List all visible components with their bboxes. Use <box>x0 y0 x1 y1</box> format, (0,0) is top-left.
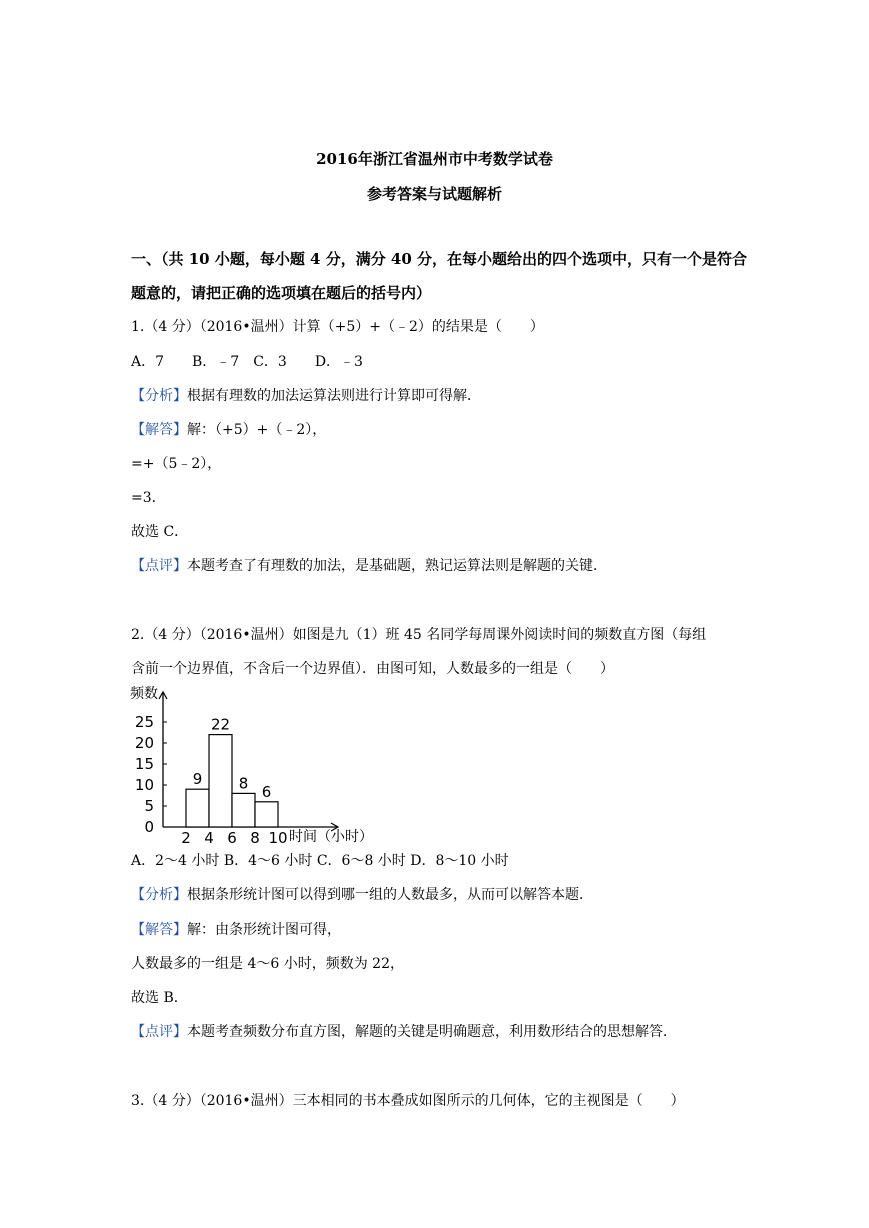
review-text: 本题考查频数分布直方图，解题的关键是明确题意，利用数形结合的思想解答． <box>187 1024 677 1040</box>
y-tick-label: 25 <box>134 713 154 731</box>
x-tick-label: 10 <box>268 829 288 846</box>
analysis-text: 根据条形统计图可以得到哪一组的人数最多，从而可以解答本题． <box>187 887 593 903</box>
y-axis-label: 频数 <box>130 686 158 702</box>
analysis-text: 根据有理数的加法运算法则进行计算即可得解． <box>187 388 481 404</box>
q1-options: A．7 B．﹣7 C．3 D．﹣3 <box>131 354 363 370</box>
x-axis-label: 时间（小时） <box>289 829 373 845</box>
y-tick-label: 5 <box>144 797 154 815</box>
review-tag: 【点评】 <box>131 1024 187 1040</box>
q2-review <box>131 1023 677 1041</box>
q2-answer <box>131 921 341 939</box>
section-header-line2: 题意的，请把正确的选项填在题后的括号内） <box>131 284 432 302</box>
q1-choice: 故选 C． <box>131 524 189 540</box>
section-header-line1: 一、（共 10 小题，每小题 4 分，满分 40 分，在每小题给出的四个选项中，只有一个是符合 <box>131 250 748 268</box>
histogram-bar <box>232 793 255 827</box>
q2-answer-step2: 人数最多的一组是 4～6 小时，频数为 22， <box>131 956 404 972</box>
q2-options: A．2～4 小时 B．4～6 小时 C．6～8 小时 D．8～10 小时 <box>131 853 509 869</box>
q2-stem-line1: 2.（4 分）（2016•温州）如图是九（1）班 45 名同学每周课外阅读时间的频数直方图（每组 <box>131 627 707 643</box>
analysis-tag: 【分析】 <box>131 388 187 404</box>
bar-data-label: 22 <box>210 715 231 734</box>
y-tick-label: 15 <box>134 755 154 773</box>
q1-analysis <box>131 387 481 405</box>
answer-text: 解：（+5）+（﹣2）， <box>187 422 327 438</box>
x-tick-label: 8 <box>250 829 260 846</box>
bar-data-label: 8 <box>238 774 249 793</box>
x-tick-label: 6 <box>227 829 237 846</box>
doc-subtitle: 参考答案与试题解析 <box>366 185 502 203</box>
q1-answer-step2: =+（5﹣2）， <box>131 456 222 472</box>
q1-stem: 1.（4 分）（2016•温州）计算（+5）+（﹣2）的结果是（ ） <box>131 319 544 335</box>
answer-text: 解：由条形统计图可得， <box>187 922 341 938</box>
q1-answer <box>131 421 326 439</box>
y-tick-label: 10 <box>134 776 154 794</box>
q2-analysis <box>131 886 593 904</box>
q1-answer-step3: =3． <box>131 490 166 506</box>
q3-stem: 3.（4 分）（2016•温州）三本相同的书本叠成如图所示的几何体，它的主视图是（ ） <box>131 1093 685 1109</box>
review-text: 本题考查了有理数的加法，是基础题，熟记运算法则是解题的关键． <box>187 558 607 574</box>
histogram-chart <box>128 686 388 846</box>
histogram-bar <box>186 789 209 827</box>
histogram-bar <box>255 802 278 827</box>
bar-data-label: 9 <box>192 770 203 789</box>
analysis-tag: 【分析】 <box>131 887 187 903</box>
answer-tag: 【解答】 <box>131 922 187 938</box>
doc-title: 2016年浙江省温州市中考数学试卷 <box>316 150 553 168</box>
y-tick-label: 20 <box>134 734 154 752</box>
review-tag: 【点评】 <box>131 558 187 574</box>
bar-data-label: 6 <box>261 782 272 801</box>
y-tick-label: 0 <box>144 818 154 836</box>
q2-choice: 故选 B． <box>131 990 188 1006</box>
answer-tag: 【解答】 <box>131 422 187 438</box>
x-tick-label: 4 <box>204 829 214 846</box>
x-tick-label: 2 <box>181 829 191 846</box>
q2-stem-line2: 含前一个边界值，不含后一个边界值）．由图可知，人数最多的一组是（ ） <box>131 661 614 677</box>
histogram-bar <box>209 735 232 827</box>
q1-review <box>131 557 607 575</box>
